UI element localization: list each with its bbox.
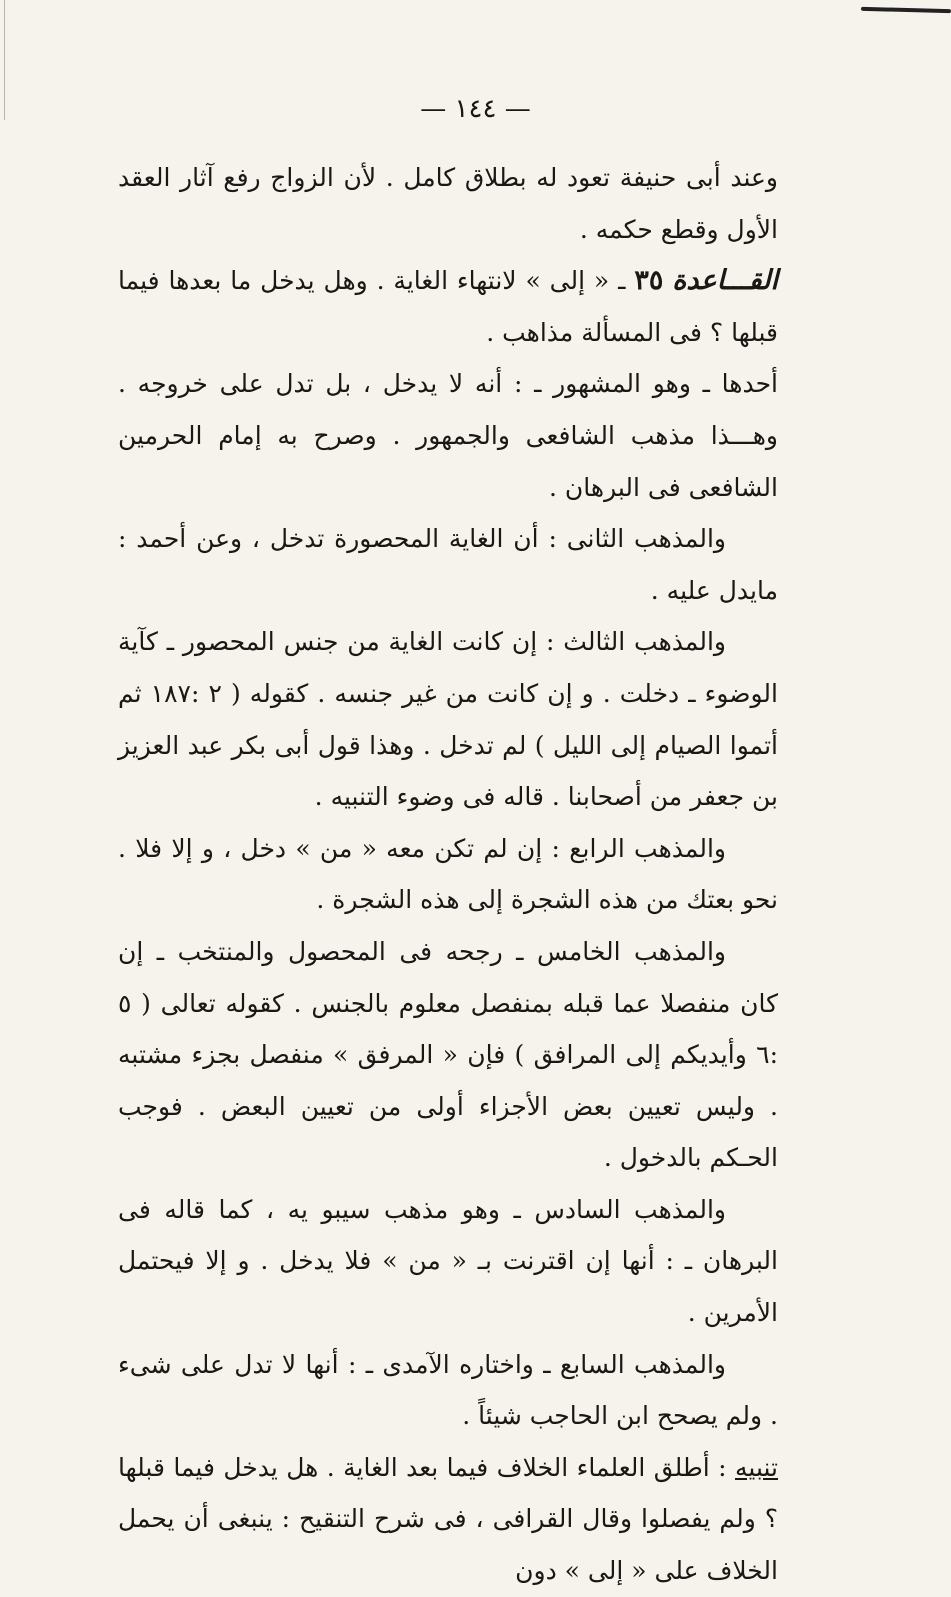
paragraph-6: والمذهب الرابع : إن لم تكن معه « من » دخل ، و إلا فلا . نحو بعتك من هذه الشجرة إلى هذه الشجرة . [118,833,778,915]
scan-edge-mark [861,7,951,13]
page-body [118,152,778,1597]
paragraph-9: والمذهب السابع ـ واختاره الآمدى ـ : أنها لا تدل على شىء . ولم يصحح ابن الحاجب شيئاً . [118,1349,778,1431]
note-text: : أطلق العلماء الخلاف فيما بعد الغاية . هل يدخل فيما قبلها ؟ ولم يفصلوا وقال القرافى ، فى شرح التنقيح : ينبغى أن يحمل الخلاف على « إلى » دون [118,1452,778,1586]
paragraph-10-note [118,1442,778,1597]
paragraph-8: والمذهب السادس ـ وهو مذهب سيبو يه ، كما قاله فى البرهان ـ : أنها إن اقترنت بـ « من » فلا يدخل . و إلا فيحتمل الأمرين . [118,1194,778,1328]
paragraph-1: وعند أبى حنيفة تعود له بطلاق كامل . لأن الزواج رفع آثار العقد الأول وقطع حكمه . [118,163,778,244]
rule-text: ـ « إلى » لانتهاء الغاية . وهل يدخل ما بعدها فيما قبلها ؟ فى المسألة مذاهب . [118,266,778,347]
paragraph-7: والمذهب الخامس ـ رجحه فى المحصول والمنتخب ـ إن كان منفصلا عما قبله بمنفصل معلوم بالجنس . كقوله تعالى ( ٥ :٦ وأيديكم إلى المرافق ) فإن « المرفق » منفصل بجزء مشتبه . وليس تعيين بعض الأجزاء أولى من تعيين البعض . فوجب الحـكم بالدخول . [118,936,778,1173]
rule-number: ٣٥ [634,265,664,297]
rule-label: القـــاعدة [672,265,778,297]
paragraph-2-rule-35 [118,255,778,358]
page-number: — ١٤٤ — [420,94,531,124]
note-label: تنبيه [735,1452,778,1482]
paragraph-3: أحدها ـ وهو المشهور ـ : أنه لا يدخل ، بل تدل على خروجه . وهـــذا مذهب الشافعى والجمهور . وصرح به إمام الحرمين الشافعى فى البرهان . [118,369,778,502]
paragraph-5: والمذهب الثالث : إن كانت الغاية من جنس المحصور ـ كآية الوضوء ـ دخلت . و إن كانت من غير جنسه . كقوله ( ٢ :١٨٧ ثم أتموا الصيام إلى الليل ) لم تدخل . وهذا قول أبى بكر عبد العزيز بن جعفر من أصحابنا . قاله فى وضوء التنبيه . [118,627,778,812]
paragraph-4: والمذهب الثانى : أن الغاية المحصورة تدخل ، وعن أحمد : مايدل عليه . [118,524,778,605]
